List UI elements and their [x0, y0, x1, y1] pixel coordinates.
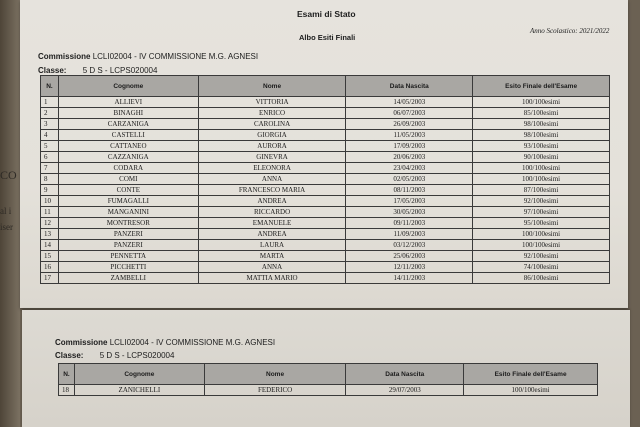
results-table-bottom	[58, 363, 598, 396]
cell-number: 14	[41, 240, 59, 251]
table-row	[41, 185, 610, 196]
cell-esito: 100/100esimi	[473, 97, 610, 108]
cell-nome: GIORGIA	[198, 130, 346, 141]
commissione-line-bottom	[55, 338, 275, 347]
cell-esito: 93/100esimi	[473, 141, 610, 152]
cell-data-nascita: 14/11/2003	[346, 273, 473, 284]
column-header-nome: Nome	[204, 364, 346, 385]
classe-value: 5 D S - LCPS020004	[82, 66, 158, 75]
table-row	[41, 174, 610, 185]
table-row	[41, 108, 610, 119]
cell-number: 2	[41, 108, 59, 119]
commissione-value: LCLI02004 - IV COMMISSIONE M.G. AGNESI	[109, 338, 276, 347]
classe-label: Classe:	[38, 66, 67, 75]
cell-cognome: COMI	[58, 174, 198, 185]
cell-data-nascita: 09/11/2003	[346, 218, 473, 229]
cell-cognome: PANZERI	[58, 240, 198, 251]
cell-number: 6	[41, 152, 59, 163]
commissione-label: Commissione	[55, 338, 108, 347]
table-header-row	[41, 76, 610, 97]
table-row	[41, 119, 610, 130]
cell-data-nascita: 06/07/2003	[346, 108, 473, 119]
cell-cognome: ZAMBELLI	[58, 273, 198, 284]
cell-number: 7	[41, 163, 59, 174]
cell-number: 13	[41, 229, 59, 240]
cell-esito: 85/100esimi	[473, 108, 610, 119]
cell-data-nascita: 20/06/2003	[346, 152, 473, 163]
school-year: Anno Scolastico: 2021/2022	[530, 27, 610, 35]
cell-nome: ANDREA	[198, 196, 346, 207]
cell-esito: 100/100esimi	[473, 174, 610, 185]
commissione-value: LCLI02004 - IV COMMISSIONE M.G. AGNESI	[92, 52, 259, 61]
table-row	[41, 273, 610, 284]
cell-data-nascita: 03/12/2003	[346, 240, 473, 251]
table-row	[41, 229, 610, 240]
cell-cognome: PICCHETTI	[58, 262, 198, 273]
cell-nome: EMANUELE	[198, 218, 346, 229]
cell-esito: 100/100esimi	[473, 240, 610, 251]
column-header-nome: Nome	[198, 76, 346, 97]
column-header-n: N.	[41, 76, 59, 97]
cell-number: 15	[41, 251, 59, 262]
table-row	[41, 262, 610, 273]
classe-label: Classe:	[55, 351, 84, 360]
table-row	[41, 196, 610, 207]
table-row	[41, 207, 610, 218]
cell-nome: AURORA	[198, 141, 346, 152]
cell-nome: ENRICO	[198, 108, 346, 119]
table-row	[41, 141, 610, 152]
table-row	[41, 152, 610, 163]
classe-line-bottom	[55, 351, 174, 360]
document-title: Esami di Stato	[297, 9, 356, 19]
cell-esito: 95/100esimi	[473, 218, 610, 229]
cell-data-nascita: 29/07/2003	[346, 385, 464, 396]
cell-number: 16	[41, 262, 59, 273]
cell-number: 1	[41, 97, 59, 108]
cell-esito: 92/100esimi	[473, 196, 610, 207]
cell-data-nascita: 08/11/2003	[346, 185, 473, 196]
cell-esito: 100/100esimi	[473, 229, 610, 240]
cell-nome: CAROLINA	[198, 119, 346, 130]
commissione-line	[38, 52, 258, 61]
column-header-data-nascita: Data Nascita	[346, 76, 473, 97]
cell-esito: 86/100esimi	[473, 273, 610, 284]
cell-data-nascita: 26/09/2003	[346, 119, 473, 130]
column-header-data-nascita: Data Nascita	[346, 364, 464, 385]
cell-nome: MARTA	[198, 251, 346, 262]
column-header-esito: Esito Finale dell'Esame	[464, 364, 598, 385]
table-row	[41, 130, 610, 141]
cell-cognome: FUMAGALLI	[58, 196, 198, 207]
cell-nome: LAURA	[198, 240, 346, 251]
cell-cognome: CARZANIGA	[58, 119, 198, 130]
cell-data-nascita: 11/09/2003	[346, 229, 473, 240]
cell-data-nascita: 11/05/2003	[346, 130, 473, 141]
cell-number: 9	[41, 185, 59, 196]
table-row	[41, 218, 610, 229]
cell-cognome: CONTE	[58, 185, 198, 196]
cell-cognome: PANZERI	[58, 229, 198, 240]
cell-cognome: PENNETTA	[58, 251, 198, 262]
cell-nome: FEDERICO	[204, 385, 346, 396]
cell-number: 5	[41, 141, 59, 152]
cell-esito: 98/100esimi	[473, 130, 610, 141]
cell-data-nascita: 23/04/2003	[346, 163, 473, 174]
table-header-row	[59, 364, 598, 385]
column-header-cognome: Cognome	[74, 364, 204, 385]
cell-data-nascita: 25/06/2003	[346, 251, 473, 262]
cell-nome: ANDREA	[198, 229, 346, 240]
edge-fragment: iser	[0, 222, 13, 232]
cell-cognome: ZANICHELLI	[74, 385, 204, 396]
cell-number: 4	[41, 130, 59, 141]
cell-data-nascita: 17/05/2003	[346, 196, 473, 207]
cell-esito: 90/100esimi	[473, 152, 610, 163]
cell-esito: 87/100esimi	[473, 185, 610, 196]
cell-cognome: ALLIEVI	[58, 97, 198, 108]
table-row	[41, 240, 610, 251]
cell-esito: 97/100esimi	[473, 207, 610, 218]
cell-number: 12	[41, 218, 59, 229]
cell-cognome: CATTANEO	[58, 141, 198, 152]
cell-number: 3	[41, 119, 59, 130]
cell-cognome: BINAGHI	[58, 108, 198, 119]
cell-nome: ELEONORA	[198, 163, 346, 174]
table-row	[59, 385, 598, 396]
table-row	[41, 97, 610, 108]
cell-cognome: CODARA	[58, 163, 198, 174]
cell-nome: MATTIA MARIO	[198, 273, 346, 284]
cell-esito: 100/100esimi	[473, 163, 610, 174]
cell-data-nascita: 14/05/2003	[346, 97, 473, 108]
edge-fragment: CO	[0, 168, 17, 182]
column-header-n: N.	[59, 364, 75, 385]
column-header-cognome: Cognome	[58, 76, 198, 97]
cell-cognome: MONTRESOR	[58, 218, 198, 229]
cell-cognome: MANGANINI	[58, 207, 198, 218]
cell-esito: 98/100esimi	[473, 119, 610, 130]
cell-data-nascita: 02/05/2003	[346, 174, 473, 185]
cell-nome: ANNA	[198, 262, 346, 273]
cell-number: 11	[41, 207, 59, 218]
edge-fragment: al i	[0, 206, 12, 216]
cell-data-nascita: 30/05/2003	[346, 207, 473, 218]
cell-nome: FRANCESCO MARIA	[198, 185, 346, 196]
table-row	[41, 163, 610, 174]
cell-esito: 74/100esimi	[473, 262, 610, 273]
left-background-edge	[0, 0, 20, 427]
cell-data-nascita: 17/09/2003	[346, 141, 473, 152]
classe-line	[38, 66, 157, 75]
cell-cognome: CASTELLI	[58, 130, 198, 141]
commissione-label: Commissione	[38, 52, 91, 61]
cell-nome: RICCARDO	[198, 207, 346, 218]
column-header-esito: Esito Finale dell'Esame	[473, 76, 610, 97]
classe-value: 5 D S - LCPS020004	[99, 351, 175, 360]
results-table-top	[40, 75, 610, 284]
cell-esito: 92/100esimi	[473, 251, 610, 262]
cell-data-nascita: 12/11/2003	[346, 262, 473, 273]
cell-number: 8	[41, 174, 59, 185]
cell-nome: VITTORIA	[198, 97, 346, 108]
cell-number: 10	[41, 196, 59, 207]
cell-number: 17	[41, 273, 59, 284]
cell-esito: 100/100esimi	[464, 385, 598, 396]
cell-cognome: CAZZANIGA	[58, 152, 198, 163]
table-row	[41, 251, 610, 262]
document-subtitle: Albo Esiti Finali	[299, 33, 356, 42]
cell-nome: ANNA	[198, 174, 346, 185]
cell-nome: GINEVRA	[198, 152, 346, 163]
cell-number: 18	[59, 385, 75, 396]
